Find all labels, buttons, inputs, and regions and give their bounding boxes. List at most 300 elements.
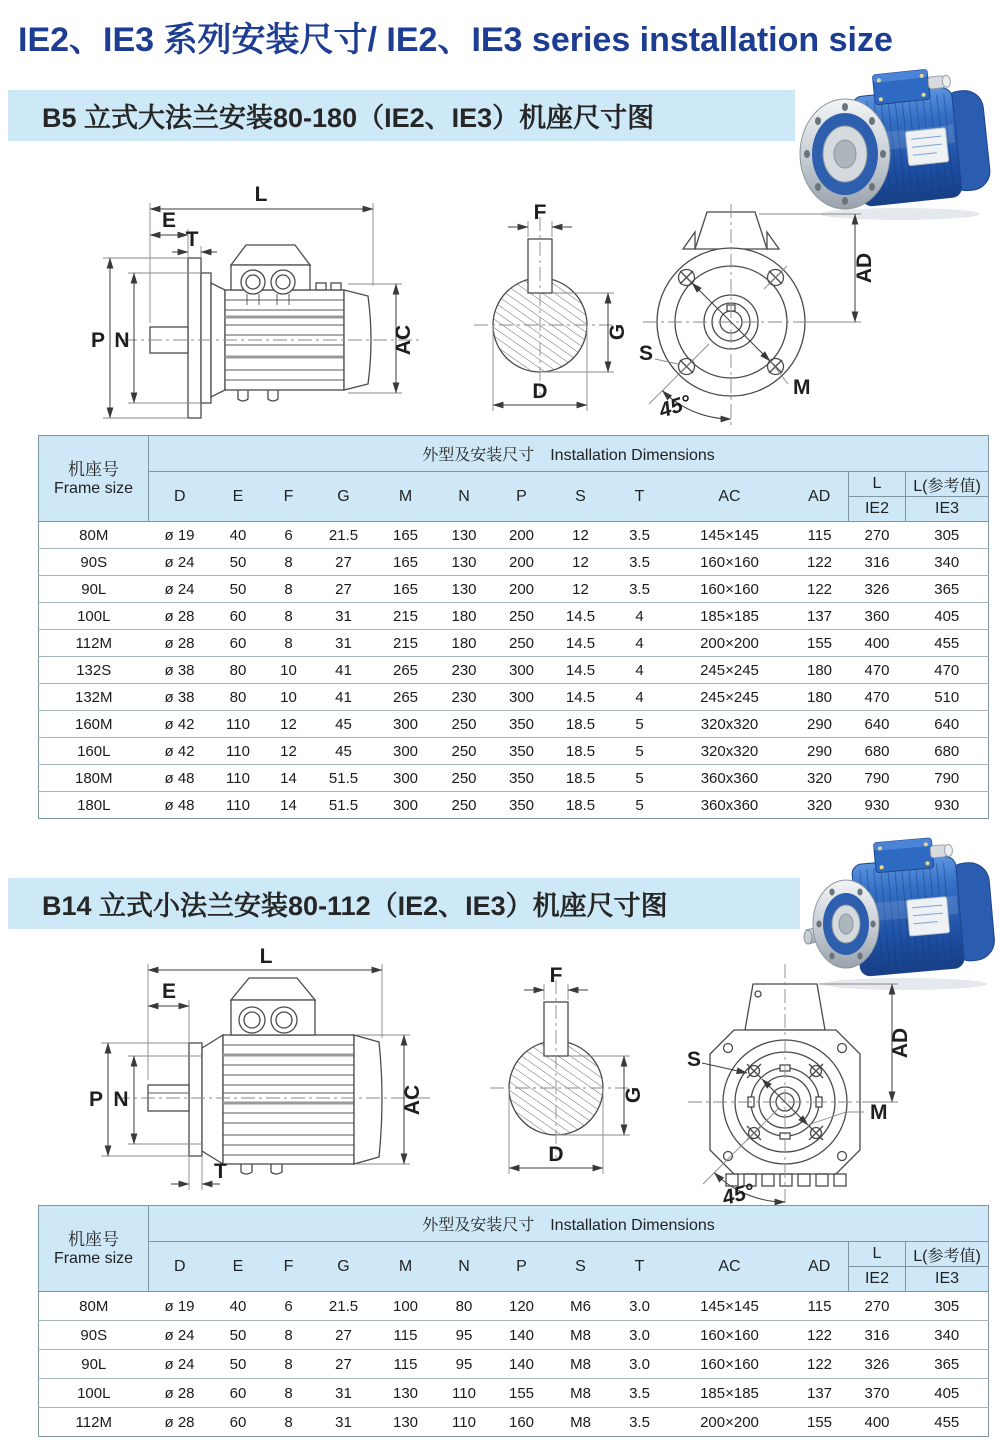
col-header-g: G [312, 1242, 376, 1292]
col-header-p: P [493, 1242, 551, 1292]
dimension-cell: 130 [451, 580, 477, 598]
table-row [39, 522, 989, 549]
dimension-cell: 245×245 [700, 661, 759, 679]
dimension-cell: 185×185 [700, 607, 759, 625]
dim-label-ad: AD [853, 252, 876, 284]
dimension-cell: 137 [806, 607, 833, 625]
dimension-cell: 115 [807, 1297, 832, 1315]
dim-label-ac: AC [401, 1084, 424, 1116]
col-header-ie3: IE3 [906, 1267, 989, 1292]
dim-label-g: G [606, 323, 629, 341]
dimension-cell: 60 [229, 1413, 247, 1431]
dimension-cell: 3.5 [629, 1413, 650, 1431]
dimension-cell: 300 [508, 688, 535, 706]
dimension-cell: 165 [392, 526, 419, 544]
table-row [39, 711, 989, 738]
dimension-cell: 145×145 [700, 526, 759, 544]
dimension-cell: 6 [284, 526, 293, 544]
table-row [39, 576, 989, 603]
col-header-s: S [551, 472, 611, 522]
dimension-cell: 930 [864, 796, 890, 814]
dimension-cell: 350 [508, 715, 535, 733]
col-header-ac: AC [669, 472, 791, 522]
table-row [39, 603, 989, 630]
dimension-cell: 300 [392, 715, 419, 733]
dimension-cell: 300 [392, 769, 419, 787]
dimension-cell: 8 [284, 553, 293, 571]
dimension-cell: 3.0 [629, 1326, 650, 1344]
dim-label-ad: AD [889, 1027, 912, 1059]
dimension-cell: 110 [226, 769, 250, 787]
dimension-cell: 250 [451, 715, 477, 733]
dimension-cell: 350 [508, 796, 535, 814]
dimension-cell: 510 [934, 688, 960, 706]
dimension-cell: 180 [806, 688, 833, 706]
col-header-p: P [493, 472, 551, 522]
frame-size-cell: 180M [74, 769, 113, 787]
dimension-cell: 400 [864, 1413, 890, 1431]
dimension-cell: 3.5 [629, 526, 650, 544]
dimension-cell: 350 [508, 742, 535, 760]
col-header-s: S [551, 1242, 611, 1292]
dimension-cell: 326 [864, 1355, 890, 1373]
dimension-cell: ø 48 [164, 769, 195, 787]
dimension-cell: ø 42 [164, 715, 195, 733]
dimension-cell: 4 [635, 634, 644, 652]
dimension-cell: 155 [806, 1413, 833, 1431]
dimension-cell: 100 [392, 1297, 419, 1315]
dimension-cell: 27 [335, 1355, 352, 1373]
dimension-cell: 340 [934, 1326, 960, 1344]
dimension-cell: 110 [226, 742, 250, 760]
dimension-cell: 122 [806, 580, 833, 598]
dimension-cell: 14 [280, 796, 297, 814]
frame-size-cell: 112M [75, 1413, 112, 1431]
dimension-cell: 155 [806, 634, 833, 652]
dimension-cell: 365 [934, 1355, 960, 1373]
col-header-g: G [312, 472, 376, 522]
dimension-cell: 8 [284, 580, 293, 598]
dimension-cell: ø 28 [164, 607, 195, 625]
dimension-cell: 160×160 [700, 553, 759, 571]
dimension-cell: 110 [226, 715, 250, 733]
col-header-ie2: IE2 [849, 1267, 906, 1292]
dimension-cell: 250 [451, 769, 477, 787]
dimension-cell: 21.5 [328, 1297, 359, 1315]
dim-label-g: G [622, 1086, 645, 1104]
dimension-cell: 130 [392, 1413, 419, 1431]
dimension-cell: 27 [335, 1326, 352, 1344]
dimension-cell: 50 [229, 553, 247, 571]
dimension-cell: ø 19 [164, 1297, 195, 1315]
dimension-cell: 360 [864, 607, 890, 625]
dimension-cell: 305 [934, 1297, 960, 1315]
dim-label-l: L [259, 945, 273, 968]
dimension-cell: 12 [280, 715, 297, 733]
dimension-cell: 27 [335, 553, 352, 571]
dimension-cell: 140 [508, 1355, 535, 1373]
col-header-n: N [436, 472, 493, 522]
dimension-cell: 80 [229, 661, 247, 679]
dimension-cell: 31 [335, 1384, 352, 1402]
dimension-cell: 3.5 [629, 580, 650, 598]
dimension-cell: 110 [226, 796, 250, 814]
table-row [39, 1408, 989, 1437]
dimension-cell: 250 [451, 742, 477, 760]
dimension-cell: ø 19 [164, 526, 195, 544]
dimension-cell: 31 [335, 607, 352, 625]
frame-size-header [39, 1206, 149, 1292]
dimension-cell: 320 [806, 769, 833, 787]
dimension-cell: 200 [508, 580, 535, 598]
dimension-cell: M8 [570, 1326, 591, 1344]
col-header-m: M [376, 472, 436, 522]
dimension-cell: 316 [864, 553, 890, 571]
b5-flange-front-drawing [633, 192, 978, 437]
section-b5-heading: B5 立式大法兰安装80-180（IE2、IE3）机座尺寸图 [8, 90, 992, 141]
dimension-cell: ø 28 [164, 1384, 195, 1402]
dim-label-m: M [793, 376, 811, 399]
dimension-cell: 230 [451, 688, 477, 706]
col-header-n: N [436, 1242, 493, 1292]
dimension-cell: 320 [806, 796, 833, 814]
dimension-cell: 400 [864, 634, 890, 652]
dimension-cell: 41 [335, 688, 352, 706]
dimension-cell: 680 [934, 742, 960, 760]
dimension-cell: 360x360 [700, 769, 759, 787]
dim-label-f: F [549, 964, 563, 987]
dimension-cell: 8 [284, 1384, 293, 1402]
terminal-box-cap [231, 978, 315, 1000]
dim-label-e: E [161, 980, 177, 1003]
dimension-cell: 680 [864, 742, 890, 760]
dimension-cell: ø 38 [164, 688, 195, 706]
col-header-d: D [149, 1242, 211, 1292]
dimension-cell: 122 [806, 1355, 833, 1373]
col-header-t: T [611, 1242, 669, 1292]
dimension-cell: 290 [806, 715, 833, 733]
dim-label-t: T [214, 1160, 227, 1183]
dimension-cell: 245×245 [700, 688, 759, 706]
dimension-cell: 365 [934, 580, 960, 598]
dim-label-d: D [548, 1143, 564, 1166]
dimension-cell: 14.5 [565, 634, 596, 652]
dim-label-s: S [686, 1048, 702, 1071]
table-row [39, 738, 989, 765]
dimension-cell: 31 [335, 634, 352, 652]
col-header-l-ref: L(参考值) [906, 1242, 989, 1267]
dimension-cell: 5 [635, 742, 644, 760]
dimension-cell: 270 [864, 1297, 890, 1315]
dimension-cell: 10 [280, 688, 297, 706]
dimension-cell: 130 [451, 526, 477, 544]
dim-label-p: P [90, 329, 106, 352]
frame-size-cell: 132M [74, 688, 113, 706]
dimension-cell: 137 [806, 1384, 833, 1402]
dimension-cell: 300 [508, 661, 535, 679]
dimension-cell: 200 [508, 553, 535, 571]
b14-shaft-section-drawing [478, 966, 658, 1186]
dimension-cell: 340 [934, 553, 960, 571]
dimension-cell: 316 [864, 1326, 890, 1344]
col-header-l: L [849, 472, 906, 497]
frame-size-cell: 80M [79, 526, 109, 544]
frame-size-header [39, 436, 149, 522]
dimension-cell: 370 [864, 1384, 890, 1402]
dimension-cell: 160×160 [700, 580, 759, 598]
dimension-cell: 200×200 [700, 634, 759, 652]
dimension-cell: 12 [572, 580, 589, 598]
frame-size-cell: 160L [77, 742, 111, 760]
dimension-cell: 3.0 [629, 1355, 650, 1373]
table-row [39, 792, 989, 819]
table-row [39, 684, 989, 711]
col-header-m: M [376, 1242, 436, 1292]
dimension-cell: 95 [455, 1355, 473, 1373]
table-row [39, 657, 989, 684]
dim-label-p: P [88, 1088, 104, 1111]
dimension-cell: 640 [934, 715, 960, 733]
dimension-cell: ø 28 [164, 1413, 195, 1431]
dim-label-45: 45° [719, 1179, 757, 1210]
b5-table-body [39, 522, 989, 819]
dimension-cell: 31 [335, 1413, 352, 1431]
dimension-cell: 130 [392, 1384, 419, 1402]
b14-side-view-drawing [86, 945, 506, 1203]
b14-dimension-table [38, 1205, 989, 1437]
dimension-cell: 120 [508, 1297, 535, 1315]
dimension-cell: 50 [229, 1355, 247, 1373]
dimension-cell: 27 [335, 580, 352, 598]
dimension-cell: 122 [806, 1326, 833, 1344]
dimension-cell: 40 [229, 526, 247, 544]
dim-label-n: N [114, 329, 130, 352]
dimension-cell: 350 [508, 769, 535, 787]
b14-table-body [39, 1292, 989, 1437]
frame-size-cell: 90S [80, 553, 108, 571]
frame-size-cell: 112M [75, 634, 112, 652]
dim-label-s: S [638, 342, 654, 365]
col-header-ac: AC [669, 1242, 791, 1292]
dimension-cell: 8 [284, 1413, 293, 1431]
dimension-cell: 45 [335, 715, 352, 733]
dimension-cell: 60 [229, 607, 247, 625]
dimension-cell: 3.0 [629, 1297, 650, 1315]
frame-size-cell: 160M [74, 715, 113, 733]
frame-size-cell: 90L [81, 580, 107, 598]
dimension-cell: 165 [392, 553, 419, 571]
dimension-cell: 265 [392, 688, 419, 706]
dimension-cell: M6 [570, 1297, 591, 1315]
table-row [39, 1292, 989, 1321]
page-title: IE2、IE3 系列安装尺寸/ IE2、IE3 series installation size [18, 21, 893, 59]
dim-label-t: T [185, 228, 199, 251]
b5-side-view-drawing [88, 183, 488, 433]
b5-dimension-table [38, 435, 989, 819]
frame-size-cell: 90S [80, 1326, 108, 1344]
dimension-cell: 51.5 [328, 769, 359, 787]
dimension-cell: 185×185 [700, 1384, 759, 1402]
dims-title-header: 外型及安装尺寸 Installation Dimensions [149, 436, 989, 472]
dimension-cell: ø 38 [164, 661, 195, 679]
dimension-cell: ø 24 [164, 1355, 195, 1373]
fan-cover [354, 1035, 382, 1164]
dim-label-e: E [161, 209, 177, 232]
dimension-cell: 640 [864, 715, 890, 733]
dimension-cell: 145×145 [700, 1297, 759, 1315]
dimension-cell: 50 [229, 580, 247, 598]
dimension-cell: 790 [864, 769, 890, 787]
dimension-cell: ø 48 [164, 796, 195, 814]
table-row [39, 549, 989, 576]
dimension-cell: 14.5 [565, 607, 596, 625]
dimension-cell: 405 [934, 607, 960, 625]
dimension-cell: 180 [451, 634, 477, 652]
dimension-cell: 8 [284, 607, 293, 625]
dimension-cell: 40 [229, 1297, 247, 1315]
col-header-ie3: IE3 [906, 497, 989, 522]
dimension-cell: 41 [335, 661, 352, 679]
dimension-cell: 160 [508, 1413, 535, 1431]
dimension-cell: 4 [635, 688, 644, 706]
dimension-cell: 155 [508, 1384, 535, 1402]
dimension-cell: 8 [284, 1355, 293, 1373]
dimension-cell: 320x320 [700, 715, 759, 733]
dimension-cell: 21.5 [328, 526, 359, 544]
dim-label-l: L [254, 183, 268, 206]
dimension-cell: 360x360 [700, 796, 759, 814]
dimension-cell: 405 [934, 1384, 960, 1402]
dimension-cell: 165 [392, 580, 419, 598]
dimension-cell: 290 [806, 742, 833, 760]
dimension-cell: 115 [393, 1326, 418, 1344]
dim-label-d: D [532, 380, 548, 403]
dimension-cell: 18.5 [565, 796, 596, 814]
dimension-cell: 130 [451, 553, 477, 571]
dimension-cell: 140 [508, 1326, 535, 1344]
dimension-cell: 95 [455, 1326, 473, 1344]
dimension-cell: 455 [934, 634, 960, 652]
dimension-cell: ø 24 [164, 553, 195, 571]
dimension-cell: 12 [572, 526, 589, 544]
col-header-ad: AD [791, 472, 849, 522]
dimension-cell: 326 [864, 580, 890, 598]
col-header-f: F [266, 1242, 312, 1292]
dimension-cell: 45 [335, 742, 352, 760]
col-header-ie2: IE2 [849, 497, 906, 522]
dimension-cell: 80 [455, 1297, 473, 1315]
dimension-cell: ø 42 [164, 742, 195, 760]
dimension-cell: 5 [635, 796, 644, 814]
dimension-cell: 250 [508, 607, 535, 625]
dimension-cell: 51.5 [328, 796, 359, 814]
dimension-cell: 4 [635, 607, 644, 625]
dimension-cell: 12 [572, 553, 589, 571]
table-row [39, 1350, 989, 1379]
dimension-cell: M8 [570, 1355, 591, 1373]
b5-shaft-section-drawing [462, 203, 642, 423]
dimension-cell: 110 [452, 1384, 476, 1402]
dimension-cell: 930 [934, 796, 960, 814]
dimension-cell: 122 [806, 553, 833, 571]
section-b14-heading: B14 立式小法兰安装80-112（IE2、IE3）机座尺寸图 [8, 878, 992, 929]
col-header-d: D [149, 472, 211, 522]
dimension-cell: 60 [229, 634, 247, 652]
dim-label-ac: AC [392, 324, 415, 356]
dim-label-n: N [113, 1088, 129, 1111]
dimension-cell: 6 [284, 1297, 293, 1315]
dims-title-header: 外型及安装尺寸 Installation Dimensions [149, 1206, 989, 1242]
dimension-cell: 110 [452, 1413, 476, 1431]
dimension-cell: M8 [570, 1384, 591, 1402]
dimension-cell: 215 [392, 634, 419, 652]
dimension-cell: ø 24 [164, 580, 195, 598]
dimension-cell: ø 24 [164, 1326, 195, 1344]
dimension-cell: 18.5 [565, 769, 596, 787]
frame-size-zh: 机座号 [68, 459, 119, 479]
frame-size-en: Frame size [53, 479, 134, 497]
col-header-e: E [211, 472, 266, 522]
dimension-cell: 270 [864, 526, 890, 544]
table-row [39, 1321, 989, 1350]
dimension-cell: 18.5 [565, 715, 596, 733]
dimension-cell: 215 [392, 607, 419, 625]
flange-plate [189, 1043, 202, 1156]
dimension-cell: 8 [284, 1326, 293, 1344]
dimension-cell: 160×160 [700, 1355, 759, 1373]
dimension-cell: 470 [934, 661, 960, 679]
col-header-l: L [849, 1242, 906, 1267]
dimension-cell: 300 [392, 742, 419, 760]
dimension-cell: 470 [864, 688, 890, 706]
dimension-cell: 4 [635, 661, 644, 679]
dimension-cell: 250 [451, 796, 477, 814]
frame-size-cell: 90L [81, 1355, 107, 1373]
dimension-cell: 250 [508, 634, 535, 652]
dimension-cell: 790 [934, 769, 960, 787]
dimension-cell: 10 [280, 661, 297, 679]
frame-size-zh: 机座号 [68, 1229, 119, 1249]
dimension-cell: 3.5 [629, 1384, 650, 1402]
dimension-cell: 5 [635, 715, 644, 733]
dimension-cell: 60 [229, 1384, 247, 1402]
col-header-l-ref: L(参考值) [906, 472, 989, 497]
frame-size-cell: 80M [79, 1297, 109, 1315]
col-header-f: F [266, 472, 312, 522]
dimension-cell: 18.5 [565, 742, 596, 760]
dimension-cell: 180 [806, 661, 833, 679]
col-header-t: T [611, 472, 669, 522]
dimension-cell: 300 [392, 796, 419, 814]
dimension-cell: 3.5 [629, 553, 650, 571]
dimension-cell: 470 [864, 661, 890, 679]
dimension-cell: 200 [508, 526, 535, 544]
dimension-cell: 200×200 [700, 1413, 759, 1431]
table-row [39, 1379, 989, 1408]
frame-size-cell: 180L [77, 796, 111, 814]
dimension-cell: 14.5 [565, 661, 596, 679]
frame-size-cell: 100L [77, 607, 111, 625]
b14-flange-front-drawing [648, 942, 983, 1212]
frame-size-cell: 132S [76, 661, 112, 679]
table-row [39, 765, 989, 792]
dimension-cell: 265 [392, 661, 419, 679]
dimension-cell: 14.5 [565, 688, 596, 706]
terminal-box-cap [231, 245, 310, 265]
dimension-cell: ø 28 [164, 634, 195, 652]
dimension-cell: 115 [807, 526, 832, 544]
dim-label-m: M [870, 1101, 888, 1124]
